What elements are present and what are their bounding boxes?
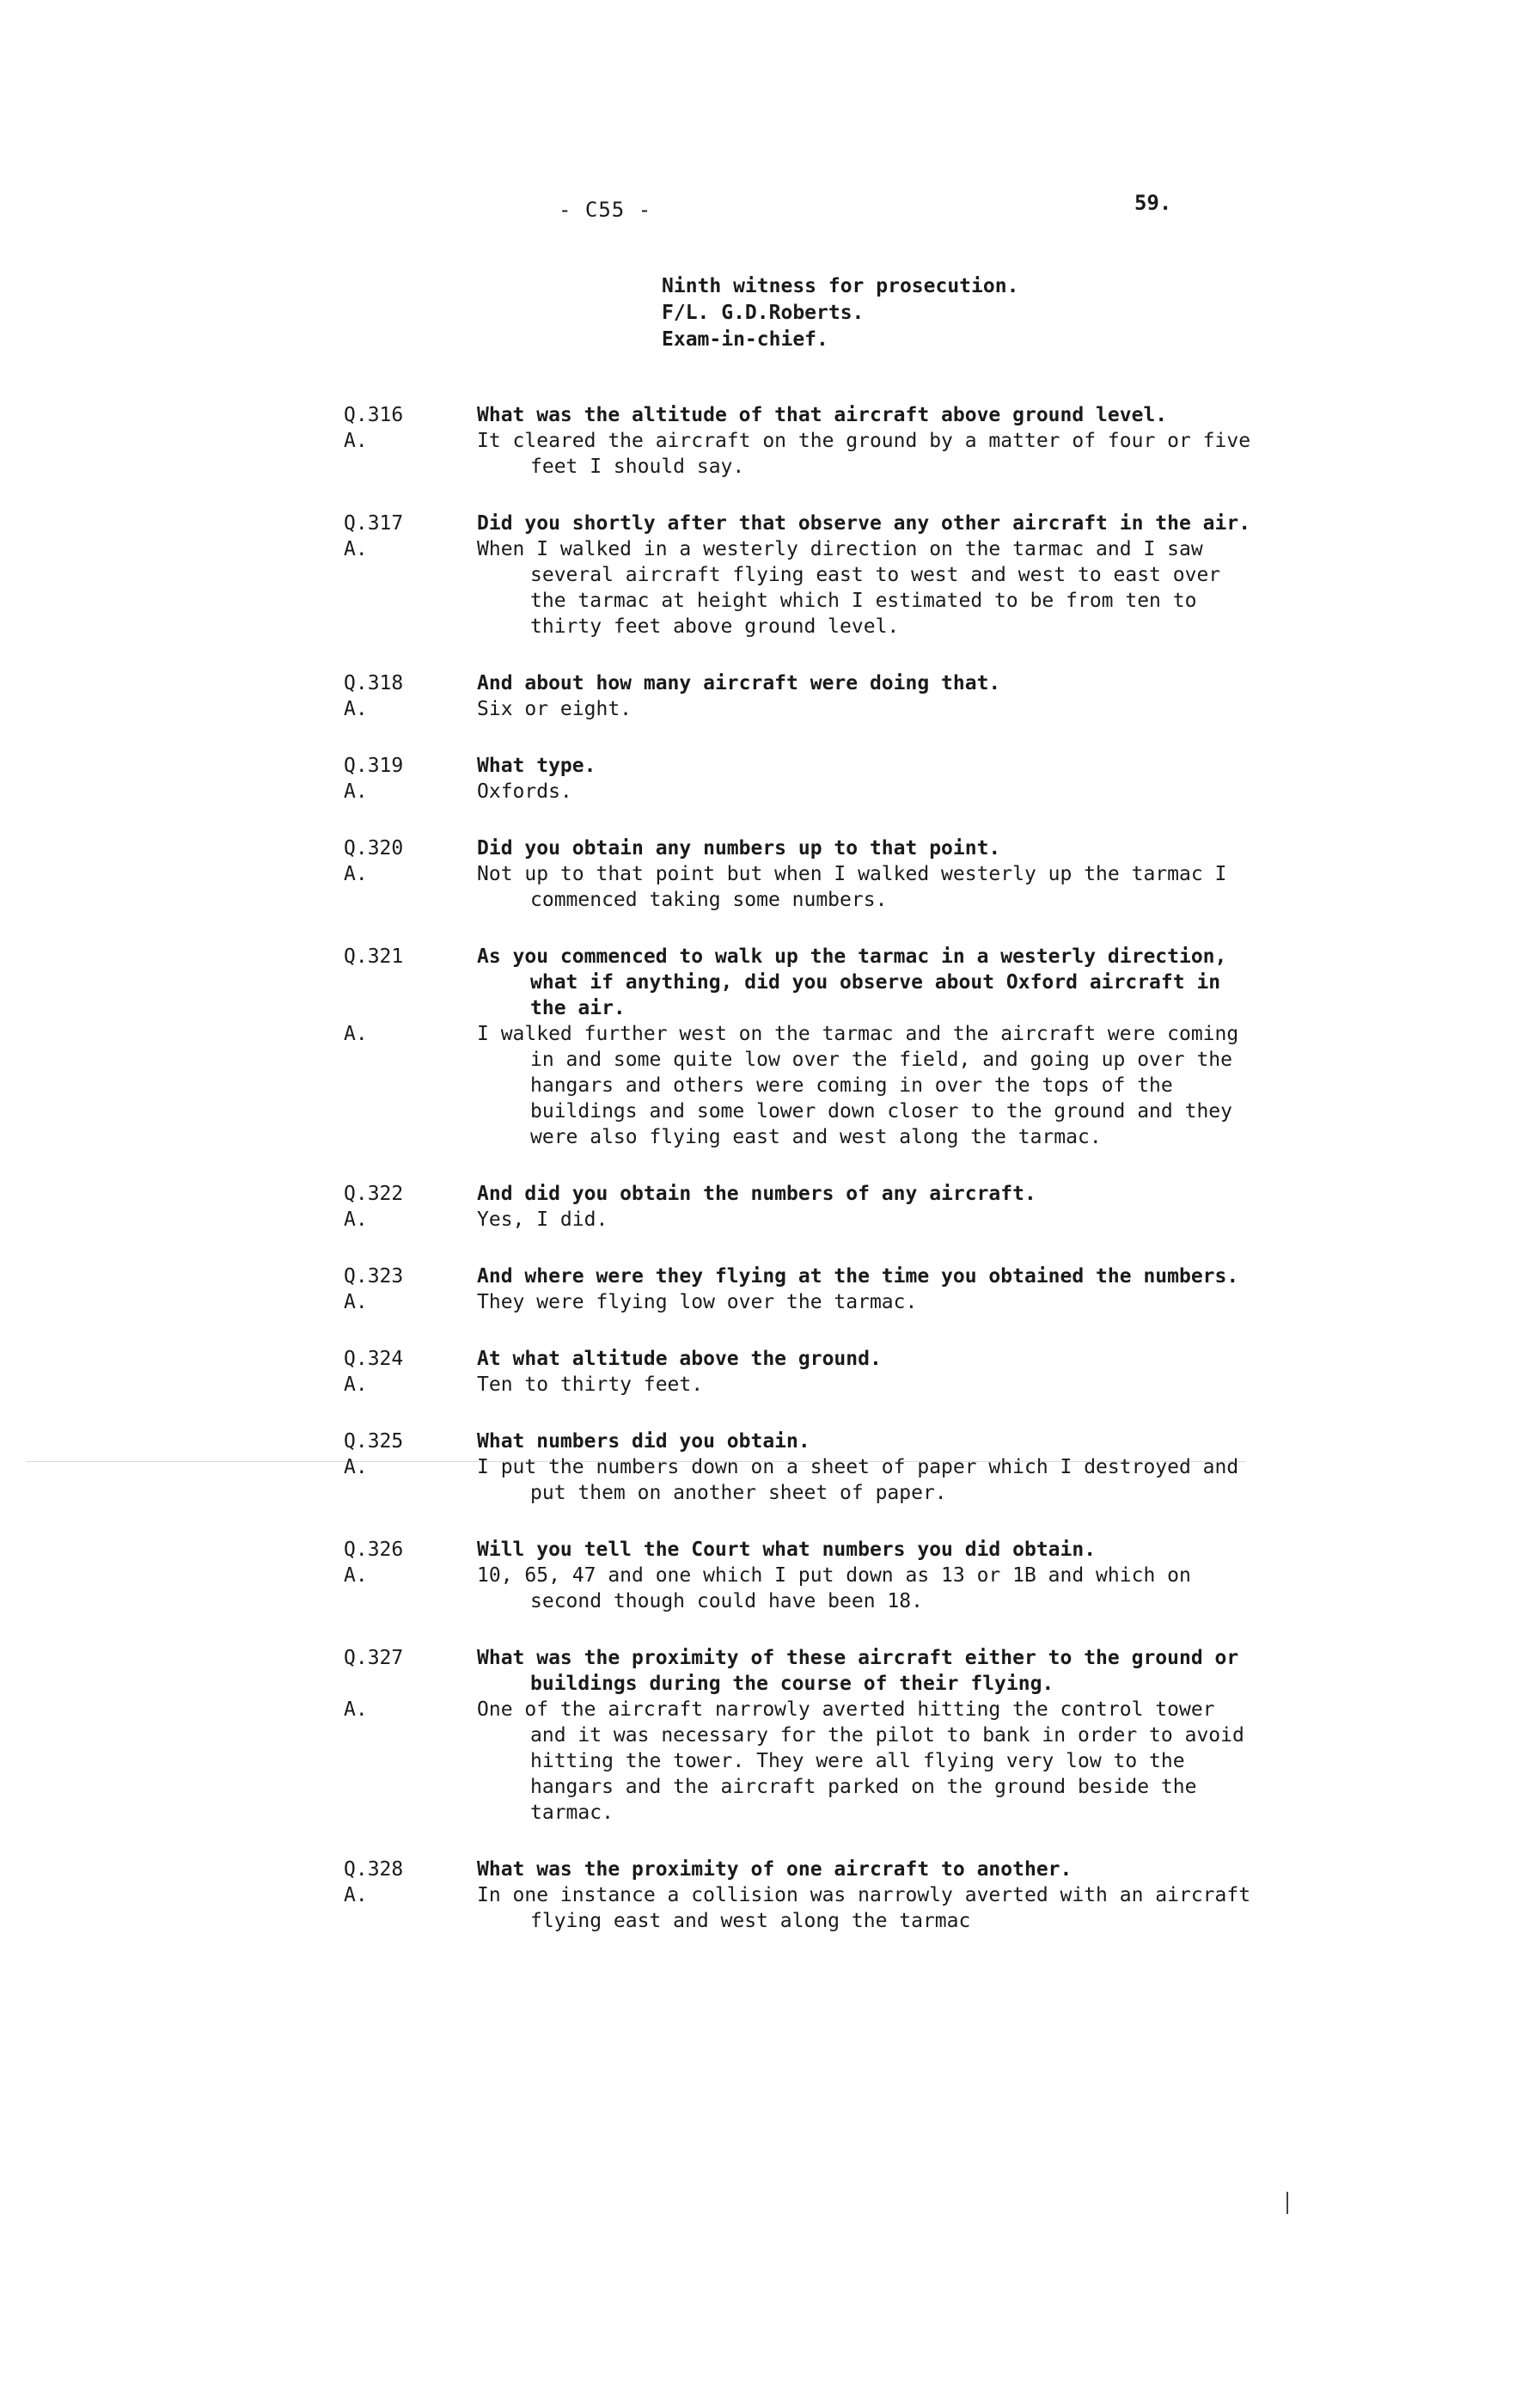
page-number: 59. <box>1134 191 1172 215</box>
answer-row <box>344 861 1255 913</box>
answer-text: In one instance a collision was narrowly averted with an aircraft flying east and west along the tarmac <box>477 1884 1251 1932</box>
question-number: Q.320 <box>344 837 404 860</box>
answer-label: A. <box>344 698 368 720</box>
question-text: What was the altitude of that aircraft above ground level. <box>477 404 1168 426</box>
answer-label: A. <box>344 1291 368 1313</box>
question-text: Will you tell the Court what numbers you did obtain. <box>477 1539 1097 1561</box>
question-text: At what altitude above the ground. <box>477 1348 882 1370</box>
answer-row <box>344 536 1255 639</box>
question-text: Did you shortly after that observe any other aircraft in the air. <box>477 512 1251 535</box>
question-text: What was the proximity of one aircraft to another. <box>477 1858 1072 1881</box>
document-code: - C55 - <box>559 198 652 222</box>
answer-text: Six or eight. <box>477 698 632 720</box>
answer-row <box>344 1697 1255 1826</box>
answer-text: Ten to thirty feet. <box>477 1373 704 1396</box>
question-row <box>344 1346 1255 1372</box>
witness-heading <box>662 273 1018 353</box>
answer-label: A. <box>344 780 368 803</box>
question-text: What type. <box>477 755 596 777</box>
question-number: Q.317 <box>344 512 404 535</box>
question-text: As you commenced to walk up the tarmac in a westerly direction, what if anything, did you observe about Oxford aircraft in the air. <box>477 945 1227 1019</box>
answer-label: A. <box>344 1023 368 1045</box>
question-row <box>344 511 1255 536</box>
answer-text: When I walked in a westerly direction on the tarmac and I saw several aircraft flying east to west and west to east over the tarmac at height which I estimated to be from ten to thirty feet above ground level. <box>477 538 1221 638</box>
question-number: Q.328 <box>344 1858 404 1881</box>
answer-row <box>344 1882 1255 1934</box>
answer-label: A. <box>344 1564 368 1587</box>
question-number: Q.326 <box>344 1539 404 1561</box>
qa-transcript <box>344 402 1255 1934</box>
question-number: Q.322 <box>344 1183 404 1205</box>
answer-text: I put the numbers down on a sheet of paper which I destroyed and put them on another sheet of paper. <box>477 1456 1239 1504</box>
answer-row <box>344 1454 1255 1506</box>
answer-text: I walked further west on the tarmac and the aircraft were coming in and some quite low over the field, and going up over the hangars and others were coming in over the tops of the buildings and some lower down closer to the ground and they were also flying east and west along the tarmac. <box>477 1023 1239 1148</box>
question-text: And did you obtain the numbers of any aircraft. <box>477 1183 1036 1205</box>
answer-label: A. <box>344 1208 368 1231</box>
answer-label: A. <box>344 1373 368 1396</box>
answer-label: A. <box>344 1884 368 1906</box>
answer-text: Oxfords. <box>477 780 572 803</box>
answer-text: They were flying low over the tarmac. <box>477 1291 918 1313</box>
question-row <box>344 944 1255 1021</box>
answer-label: A. <box>344 1456 368 1478</box>
answer-row <box>344 1563 1255 1614</box>
question-row <box>344 1537 1255 1563</box>
scan-artifact-mark <box>1286 2192 1288 2214</box>
answer-label: A. <box>344 430 368 452</box>
witness-line: Ninth witness for prosecution. <box>662 275 1019 297</box>
question-number: Q.325 <box>344 1430 404 1453</box>
question-row <box>344 1857 1255 1882</box>
answer-row <box>344 1289 1255 1315</box>
question-row <box>344 1429 1255 1454</box>
question-row <box>344 835 1255 861</box>
question-text: And about how many aircraft were doing that. <box>477 672 1001 694</box>
question-row <box>344 1645 1255 1697</box>
answer-text: Yes, I did. <box>477 1208 608 1231</box>
question-text: What was the proximity of these aircraft either to the ground or buildings during the course of their flying. <box>477 1647 1239 1695</box>
answer-text: It cleared the aircraft on the ground by a matter of four or five feet I should say. <box>477 430 1251 478</box>
question-row <box>344 670 1255 696</box>
question-number: Q.323 <box>344 1265 404 1288</box>
answer-text: One of the aircraft narrowly averted hitting the control tower and it was necessary for the pilot to bank in order to avoid hitting the tower. They were all flying very low to the hangars and the aircraft parked on the ground beside the tarmac. <box>477 1698 1244 1824</box>
question-number: Q.324 <box>344 1348 404 1370</box>
answer-row <box>344 1207 1255 1233</box>
question-row <box>344 402 1255 428</box>
question-text: Did you obtain any numbers up to that point. <box>477 837 1001 860</box>
answer-row <box>344 1372 1255 1398</box>
question-row <box>344 1263 1255 1289</box>
question-number: Q.316 <box>344 404 404 426</box>
answer-label: A. <box>344 863 368 885</box>
question-text: And where were they flying at the time you obtained the numbers. <box>477 1265 1239 1288</box>
witness-name: F/L. G.D.Roberts. <box>662 302 865 324</box>
answer-row <box>344 1021 1255 1150</box>
answer-label: A. <box>344 538 368 560</box>
answer-row <box>344 428 1255 480</box>
answer-row <box>344 779 1255 805</box>
question-number: Q.318 <box>344 672 404 694</box>
question-number: Q.327 <box>344 1647 404 1669</box>
question-row <box>344 753 1255 779</box>
answer-label: A. <box>344 1698 368 1721</box>
question-number: Q.319 <box>344 755 404 777</box>
answer-text: Not up to that point but when I walked westerly up the tarmac I commenced taking some numbers. <box>477 863 1227 911</box>
question-row <box>344 1181 1255 1207</box>
question-number: Q.321 <box>344 945 404 968</box>
answer-text: 10, 65, 47 and one which I put down as 13 or 1B and which on second though could have been 18. <box>477 1564 1191 1612</box>
exam-type: Exam-in-chief. <box>662 328 828 351</box>
question-text: What numbers did you obtain. <box>477 1430 810 1453</box>
answer-row <box>344 696 1255 722</box>
